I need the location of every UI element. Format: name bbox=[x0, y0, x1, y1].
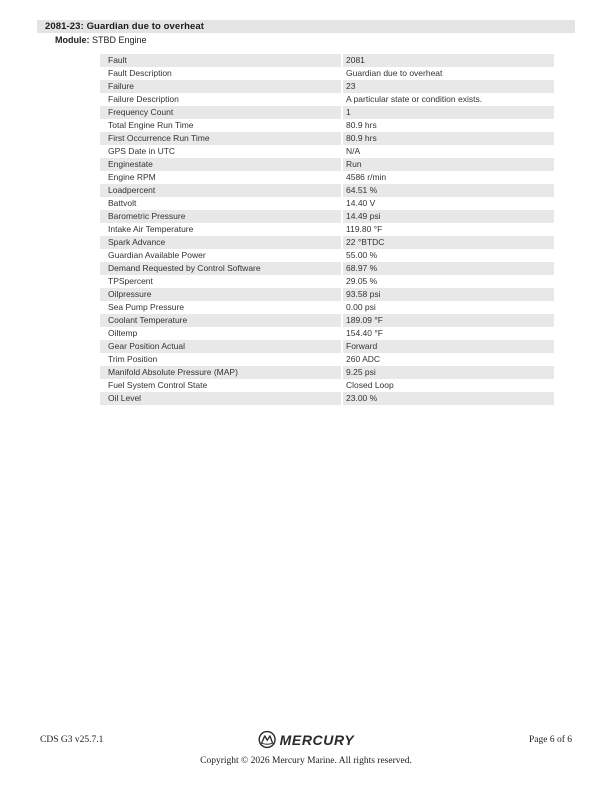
table-row bbox=[100, 301, 554, 314]
parameter-label: Guardian Available Power bbox=[108, 250, 206, 260]
parameter-label: Oilpressure bbox=[100, 288, 341, 301]
table-row bbox=[100, 54, 554, 67]
parameter-value: 0.00 psi bbox=[346, 302, 376, 312]
table-row bbox=[100, 366, 554, 379]
parameter-label: Intake Air Temperature bbox=[108, 224, 194, 234]
parameter-value: 154.40 °F bbox=[346, 328, 383, 338]
module-value: STBD Engine bbox=[92, 35, 147, 45]
parameter-label: TPSpercent bbox=[108, 276, 153, 286]
table-row bbox=[100, 314, 554, 327]
parameter-value: 9.25 psi bbox=[343, 366, 554, 379]
table-row bbox=[100, 288, 554, 301]
parameter-value: 23.00 % bbox=[343, 392, 554, 405]
parameter-value: 68.97 % bbox=[343, 262, 554, 275]
parameter-value: 93.58 psi bbox=[343, 288, 554, 301]
parameter-label: Total Engine Run Time bbox=[108, 120, 194, 130]
parameter-value: 14.40 V bbox=[346, 198, 376, 208]
parameter-value: N/A bbox=[346, 146, 361, 156]
parameter-value: Guardian due to overheat bbox=[346, 68, 443, 78]
table-row bbox=[100, 236, 554, 249]
module-label: Module: bbox=[55, 35, 90, 45]
parameter-value: 119.80 °F bbox=[346, 224, 383, 234]
parameter-label: Failure Description bbox=[108, 94, 179, 104]
parameter-label: Fuel System Control State bbox=[108, 380, 208, 390]
table-row bbox=[100, 80, 554, 93]
parameter-value: 80.9 hrs bbox=[343, 132, 554, 145]
parameter-value: 64.51 % bbox=[343, 184, 554, 197]
table-row bbox=[100, 197, 554, 210]
parameter-value: Forward bbox=[343, 340, 554, 353]
parameter-value: 1 bbox=[343, 106, 554, 119]
table-row bbox=[100, 184, 554, 197]
brand-name: MERCURY bbox=[279, 731, 355, 748]
page-footer bbox=[0, 730, 612, 750]
table-row bbox=[100, 132, 554, 145]
parameter-value: 80.9 hrs bbox=[346, 120, 377, 130]
page-number: Page 6 of 6 bbox=[528, 735, 572, 745]
parameter-label: First Occurrence Run Time bbox=[100, 132, 341, 145]
table-row bbox=[100, 93, 554, 106]
table-row bbox=[100, 275, 554, 288]
table-row bbox=[100, 67, 554, 80]
parameter-value: Run bbox=[343, 158, 554, 171]
fault-header-title: 2081-23: Guardian due to overheat bbox=[37, 20, 575, 33]
parameter-label: Fault bbox=[100, 54, 341, 67]
parameter-label: Engine RPM bbox=[108, 172, 156, 182]
table-row bbox=[100, 392, 554, 405]
parameter-value: 55.00 % bbox=[346, 250, 378, 260]
module-line bbox=[55, 34, 147, 47]
parameter-label: Trim Position bbox=[108, 354, 158, 364]
parameter-label: Failure bbox=[100, 80, 341, 93]
table-row bbox=[100, 262, 554, 275]
parameter-value: 22 °BTDC bbox=[343, 236, 554, 249]
parameter-label: Spark Advance bbox=[100, 236, 341, 249]
table-row bbox=[100, 249, 554, 262]
table-row bbox=[100, 223, 554, 236]
table-row bbox=[100, 353, 554, 366]
parameter-value: 260 ADC bbox=[346, 354, 381, 364]
table-row bbox=[100, 379, 554, 392]
parameter-label: Sea Pump Pressure bbox=[108, 302, 185, 312]
table-row bbox=[100, 119, 554, 132]
table-row bbox=[100, 171, 554, 184]
table-row bbox=[100, 210, 554, 223]
parameter-value: Closed Loop bbox=[346, 380, 394, 390]
brand-logo bbox=[258, 730, 355, 749]
parameter-label: Fault Description bbox=[108, 68, 172, 78]
parameter-label: Battvolt bbox=[108, 198, 137, 208]
copyright-notice: Copyright © 2026 Mercury Marine. All rights reserved. bbox=[200, 756, 412, 766]
table-row bbox=[100, 145, 554, 158]
parameter-label: Oil Level bbox=[100, 392, 341, 405]
parameter-value: 14.49 psi bbox=[343, 210, 554, 223]
parameter-label: Gear Position Actual bbox=[100, 340, 341, 353]
parameter-label: Oiltemp bbox=[108, 328, 138, 338]
parameter-value: 2081 bbox=[343, 54, 554, 67]
mercury-logo-icon bbox=[258, 730, 277, 749]
table-row bbox=[100, 158, 554, 171]
parameter-label: Enginestate bbox=[100, 158, 341, 171]
parameter-value: 4586 r/min bbox=[346, 172, 387, 182]
parameter-label: Manifold Absolute Pressure (MAP) bbox=[100, 366, 341, 379]
parameter-label: Demand Requested by Control Software bbox=[100, 262, 341, 275]
parameter-value: 29.05 % bbox=[346, 276, 378, 286]
parameter-label: GPS Date in UTC bbox=[108, 146, 176, 156]
parameter-label: Loadpercent bbox=[100, 184, 341, 197]
table-row bbox=[100, 106, 554, 119]
parameter-value: 189.09 °F bbox=[343, 314, 554, 327]
parameter-label: Frequency Count bbox=[100, 106, 341, 119]
parameter-value: A particular state or condition exists. bbox=[346, 94, 483, 104]
fault-parameter-table bbox=[100, 54, 554, 405]
parameter-label: Barometric Pressure bbox=[100, 210, 341, 223]
table-row bbox=[100, 327, 554, 340]
parameter-value: 23 bbox=[343, 80, 554, 93]
parameter-label: Coolant Temperature bbox=[100, 314, 341, 327]
table-row bbox=[100, 340, 554, 353]
app-version: CDS G3 v25.7.1 bbox=[40, 735, 104, 745]
